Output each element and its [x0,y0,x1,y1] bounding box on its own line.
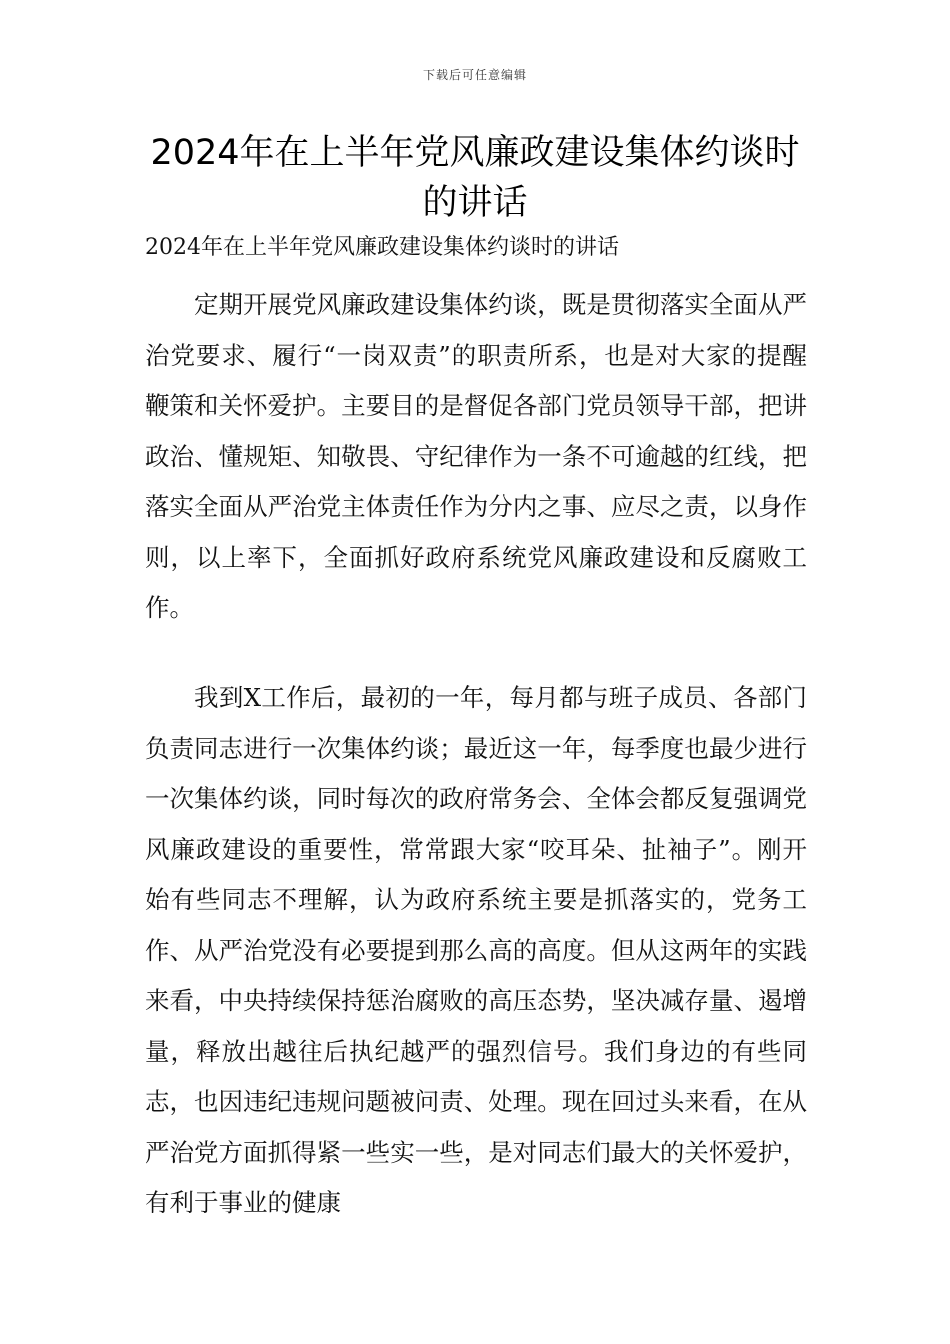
body-paragraph-1: 定期开展党风廉政建设集体约谈，既是贯彻落实全面从严治党要求、履行“一岗双责”的职责所系，也是对大家的提醒鞭策和关怀爱护。主要目的是督促各部门党员领导干部，把讲政治、懂规矩、知敬畏、守纪律作为一条不可逾越的红线，把落实全面从严治党主体责任作为分内之事、应尽之责，以身作则，以上率下，全面抓好政府系统党风廉政建设和反腐败工作。 [145,290,807,622]
document-subtitle: 2024年在上半年党风廉政建设集体约谈时的讲话 [145,235,619,260]
document-title: 2024年在上半年党风廉政建设集体约谈时的讲话 [150,133,800,223]
body-paragraph-2: 我到X工作后，最初的一年，每月都与班子成员、各部门负责同志进行一次集体约谈；最近这一年，每季度也最少进行一次集体约谈，同时每次的政府常务会、全体会都反复强调党风廉政建设的重要性，常常跟大家“咬耳朵、扯袖子”。刚开始有些同志不理解，认为政府系统主要是抓落实的，党务工作、从严治党没有必要提到那么高的高度。但从这两年的实践来看，中央持续保持惩治腐败的高压态势，坚决减存量、遏增量，释放出越往后执纪越严的强烈信号。我们身边的有些同志，也因违纪违规问题被问责、处理。现在回过头来看，在从严治党方面抓得紧一些实一些，是对同志们最大的关怀爱护，有利于事业的健康 [145,683,807,1217]
header-note: 下载后可任意编辑 [422,68,527,82]
